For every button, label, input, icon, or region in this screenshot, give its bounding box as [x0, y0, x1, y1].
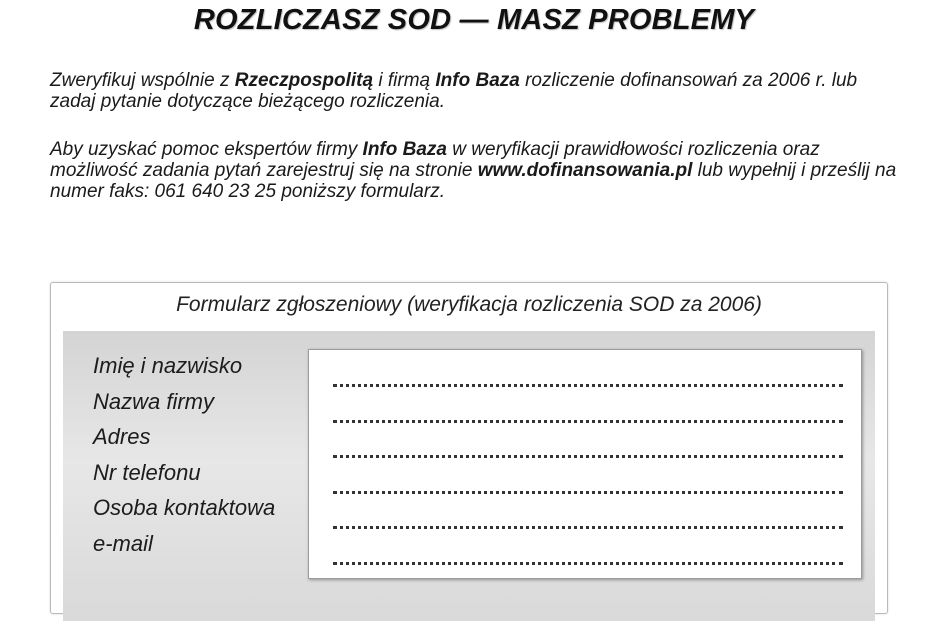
- intro-text: w weryfikacji prawidłowości rozliczenia oraz możliwość zadania pytań zarejestruj się na stronie: [50, 139, 820, 181]
- brand-name-info-baza: Info Baza: [435, 70, 520, 91]
- label-company-name: Nazwa firmy: [93, 388, 215, 414]
- field-labels: [93, 353, 275, 567]
- company-name-field[interactable]: [333, 420, 843, 423]
- label-full-name: Imię i nazwisko: [93, 353, 243, 378]
- contact-person-field[interactable]: [333, 526, 843, 529]
- email-field[interactable]: [333, 562, 843, 565]
- form-title: Formularz zgłoszeniowy (weryfikacja rozliczenia SOD za 2006): [176, 293, 762, 316]
- address-field[interactable]: [333, 455, 843, 458]
- intro-text: Aby uzyskać pomoc ekspertów firmy: [50, 139, 363, 160]
- intro-paragraph-1: [50, 70, 898, 112]
- label-address: Adres: [93, 424, 151, 450]
- label-email: e-mail: [93, 530, 153, 556]
- intro-text: i firmą: [373, 70, 436, 91]
- intro-text: lub wypełnij i prześlij na numer faks: 061 640 23 25 poniższy formularz.: [50, 160, 897, 202]
- brand-name-rzeczpospolita: Rzeczpospolitą: [234, 70, 374, 91]
- fields-box: [308, 349, 862, 579]
- brand-name-info-baza: Info Baza: [362, 139, 447, 160]
- website-link[interactable]: www.dofinansowania.pl: [477, 160, 693, 181]
- registration-form: [50, 282, 888, 614]
- label-contact-person: Osoba kontaktowa: [93, 495, 276, 521]
- intro-text: rozliczenie dofinansowań za 2006 r. lub zadaj pytanie dotyczące bieżącego rozliczenia.: [50, 70, 858, 112]
- label-phone: Nr telefonu: [93, 459, 201, 485]
- intro-text: Zweryfikuj wspólnie z: [50, 70, 235, 91]
- form-panel: [63, 331, 875, 621]
- full-name-field[interactable]: [333, 384, 843, 387]
- phone-field[interactable]: [333, 491, 843, 494]
- intro-paragraph-2: [50, 139, 898, 202]
- page-title: ROZLICZASZ SOD — MASZ PROBLEMY: [193, 4, 755, 36]
